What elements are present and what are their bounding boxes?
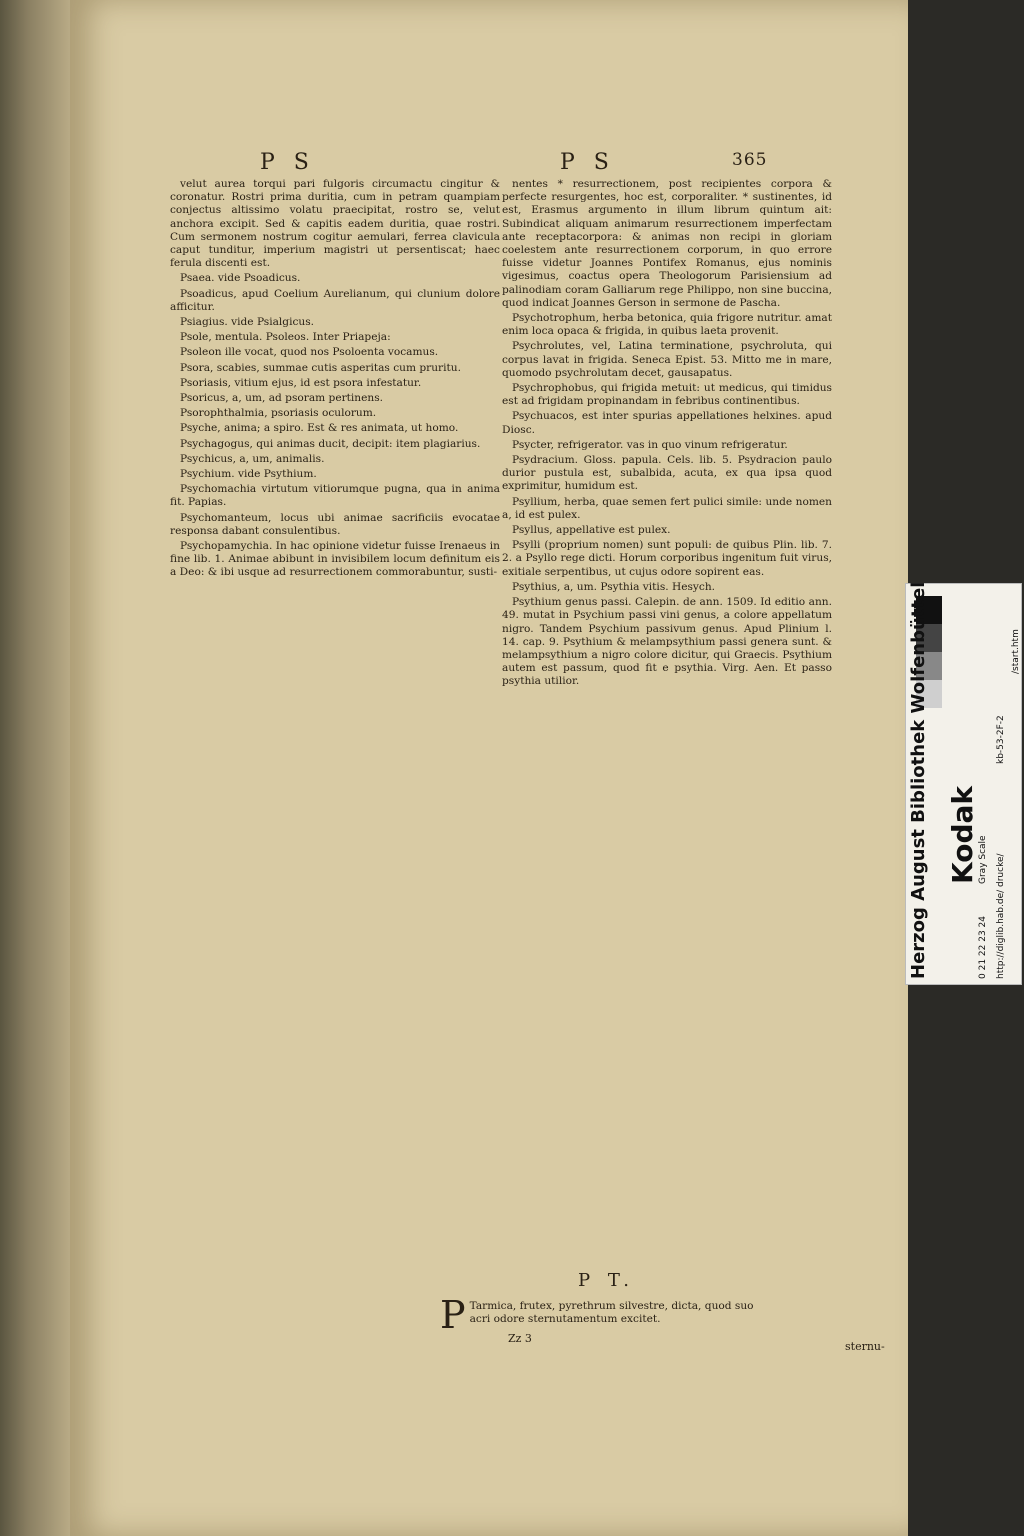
color-target-card	[905, 583, 1022, 985]
col-right-entry: Psythium genus passi. Calepin. de ann. 1509. Id editio ann. 49. mutat in Psychium passi vini genus, a colore appellatum nigro. Tandem Psychium passivum genus. Apud Plinium l. 14. cap. 9. Psythium & melampsythium passi genera sunt. & melampsythium a nigro colore dicitur, qui Graecis. Psythium autem est passum, quod fit e psythia. Virg. Aen. Et passo psythia utilior.	[502, 596, 832, 688]
book-gutter	[0, 0, 70, 1536]
signature-mark: Zz 3	[508, 1332, 532, 1345]
col-right-entry: nentes * resurrectionem, post recipientes corpora & perfecte resurgentes, hoc est, corporaliter. * sustinentes, id est, Erasmus argumento in illum librum quintum ait: Subindicat aliquam animarum resurrectionem imperfectam ante receptacorpora: & animas non recipi in gloriam coelestem ante resurrectionem corporum, in quo errore fuisse videtur Joannes Pontifex Romanus, ejus nominis vigesimus, coactus opera Theologorum Parisiensium ad palinodiam coram Galliarum rege Philippo, non sine buccina, quod indicat Joannes Gerson in sermone de Pascha.	[502, 178, 832, 309]
library-label: Herzog August Bibliothek Wolfenbüttel	[908, 581, 929, 979]
col-left-entry: velut aurea torqui pari fulgoris circumactu cingitur & coronatur. Rostri prima duritia, cum in petram quampiam conjectus altissimo volatu praecipitat, rostro se, velut anchora excipit. Sed & capitis eadem duritia, quae rostri. Cum sermonem nostrum cogitur aemulari, ferrea clavicula caput tunditur, imperium magistri ut persentiscat; haec ferula discenti est.	[170, 178, 500, 270]
drop-cap: P	[440, 1293, 466, 1337]
col-right-entry: Psychrolutes, vel, Latina terminatione, psychroluta, qui corpus lavat in frigida. Seneca Epist. 53. Mitto me in mare, quomodo psychrolutam decet, gausapatus.	[502, 340, 832, 379]
col-right-entry: Psylli (proprium nomen) sunt populi: de quibus Plin. lib. 7. 2. a Psyllo rege dicti. Horum corporibus ingenitum fuit virus, exitiale serpentibus, ut cujus odore sopirent eas.	[502, 539, 832, 578]
pt-entry-text: Tarmica, frutex, pyrethrum silvestre, dicta, quod suo acri odore sternutamentum excitet.	[469, 1300, 754, 1326]
col-right-entry: Psyllus, appellative est pulex.	[512, 524, 671, 537]
col-right-entry: Psychuacos, est inter spurias appellationes helxines. apud Diosc.	[502, 410, 832, 436]
scale-ticks: 0 21 22 23 24	[978, 916, 988, 979]
col-left-entry: Psoleon ille vocat, quod nos Psoloenta vocamus.	[180, 346, 439, 359]
col-right-entry: Psydracium. Gloss. papula. Cels. lib. 5. Psydracion paulo durior pustula est, subalbida, acuta, ex qua ipsa quod exprimitur, humidum est.	[502, 454, 832, 493]
kodak-logo: Kodak	[946, 786, 979, 884]
col-right-entry: Psycter, refrigerator. vas in quo vinum refrigeratur.	[512, 438, 788, 451]
col-left-entry: Psorophthalmia, psoriasis oculorum.	[180, 407, 377, 420]
start-link: /start.htm	[1011, 629, 1021, 674]
target-url: http://diglib.hab.de/ drucke/	[996, 853, 1006, 979]
col-right-entry: Psychrophobus, qui frigida metuit: ut medicus, qui timidus est ad frigidam propinandam in febribus continentibus.	[502, 382, 832, 408]
text-column-left	[170, 178, 500, 582]
col-left-entry: Psychicus, a, um, animalis.	[180, 452, 325, 465]
col-left-entry: Psiagius. vide Psialgicus.	[180, 316, 315, 329]
document-page	[70, 0, 908, 1536]
col-left-entry: Psychagogus, qui animas ducit, decipit: item plagiarius.	[180, 437, 481, 450]
col-left-entry: Psora, scabies, summae cutis asperitas cum pruritu.	[180, 361, 461, 374]
col-left-entry: Psoriasis, vitium ejus, id est psora infestatur.	[180, 376, 422, 389]
col-right-entry: Psyllium, herba, quae semen fert pulici simile: unde nomen a, id est pulex.	[502, 495, 832, 521]
running-head-left: P S	[260, 150, 315, 175]
col-left-entry: Psoadicus, apud Coelium Aurelianum, qui clunium dolore afficitur.	[170, 287, 500, 313]
pt-entry	[440, 1293, 770, 1337]
target-code: kb-53-2F-2	[996, 715, 1006, 764]
col-right-entry: Psychotrophum, herba betonica, quia frigore nutritur. amat enim loca opaca & frigida, in quibus laeta provenit.	[502, 312, 832, 338]
col-right-entry: Psythius, a, um. Psythia vitis. Hesych.	[512, 580, 716, 593]
page-number: 365	[732, 150, 768, 170]
col-left-entry: Psychomanteum, locus ubi animae sacrificiis evocatae responsa dabant consulentibus.	[170, 511, 500, 537]
running-head-right: P S	[560, 150, 615, 175]
col-left-entry: Psychopamychia. In hac opinione videtur fuisse Irenaeus in fine lib. 1. Animae abibunt in invisibilem locum definitum eis a Deo: & ibi usque ad resurrectionem commorabuntur, susti-	[170, 540, 500, 579]
catchword: sternu-	[845, 1340, 885, 1353]
col-left-entry: Psole, mentula. Psoleos. Inter Priapeja:	[180, 331, 391, 344]
grayscale-label: Gray Scale	[978, 835, 988, 884]
col-left-entry: Psychomachia virtutum vitiorumque pugna, qua in anima fit. Papias.	[170, 483, 500, 509]
col-left-entry: Psyche, anima; a spiro. Est & res animata, ut homo.	[180, 422, 459, 435]
col-left-entry: Psaea. vide Psoadicus.	[180, 272, 301, 285]
col-left-entry: Psychium. vide Psythium.	[180, 468, 317, 481]
section-heading-pt: P T.	[578, 1270, 635, 1291]
col-left-entry: Psoricus, a, um, ad psoram pertinens.	[180, 392, 384, 405]
text-column-right	[502, 178, 832, 691]
